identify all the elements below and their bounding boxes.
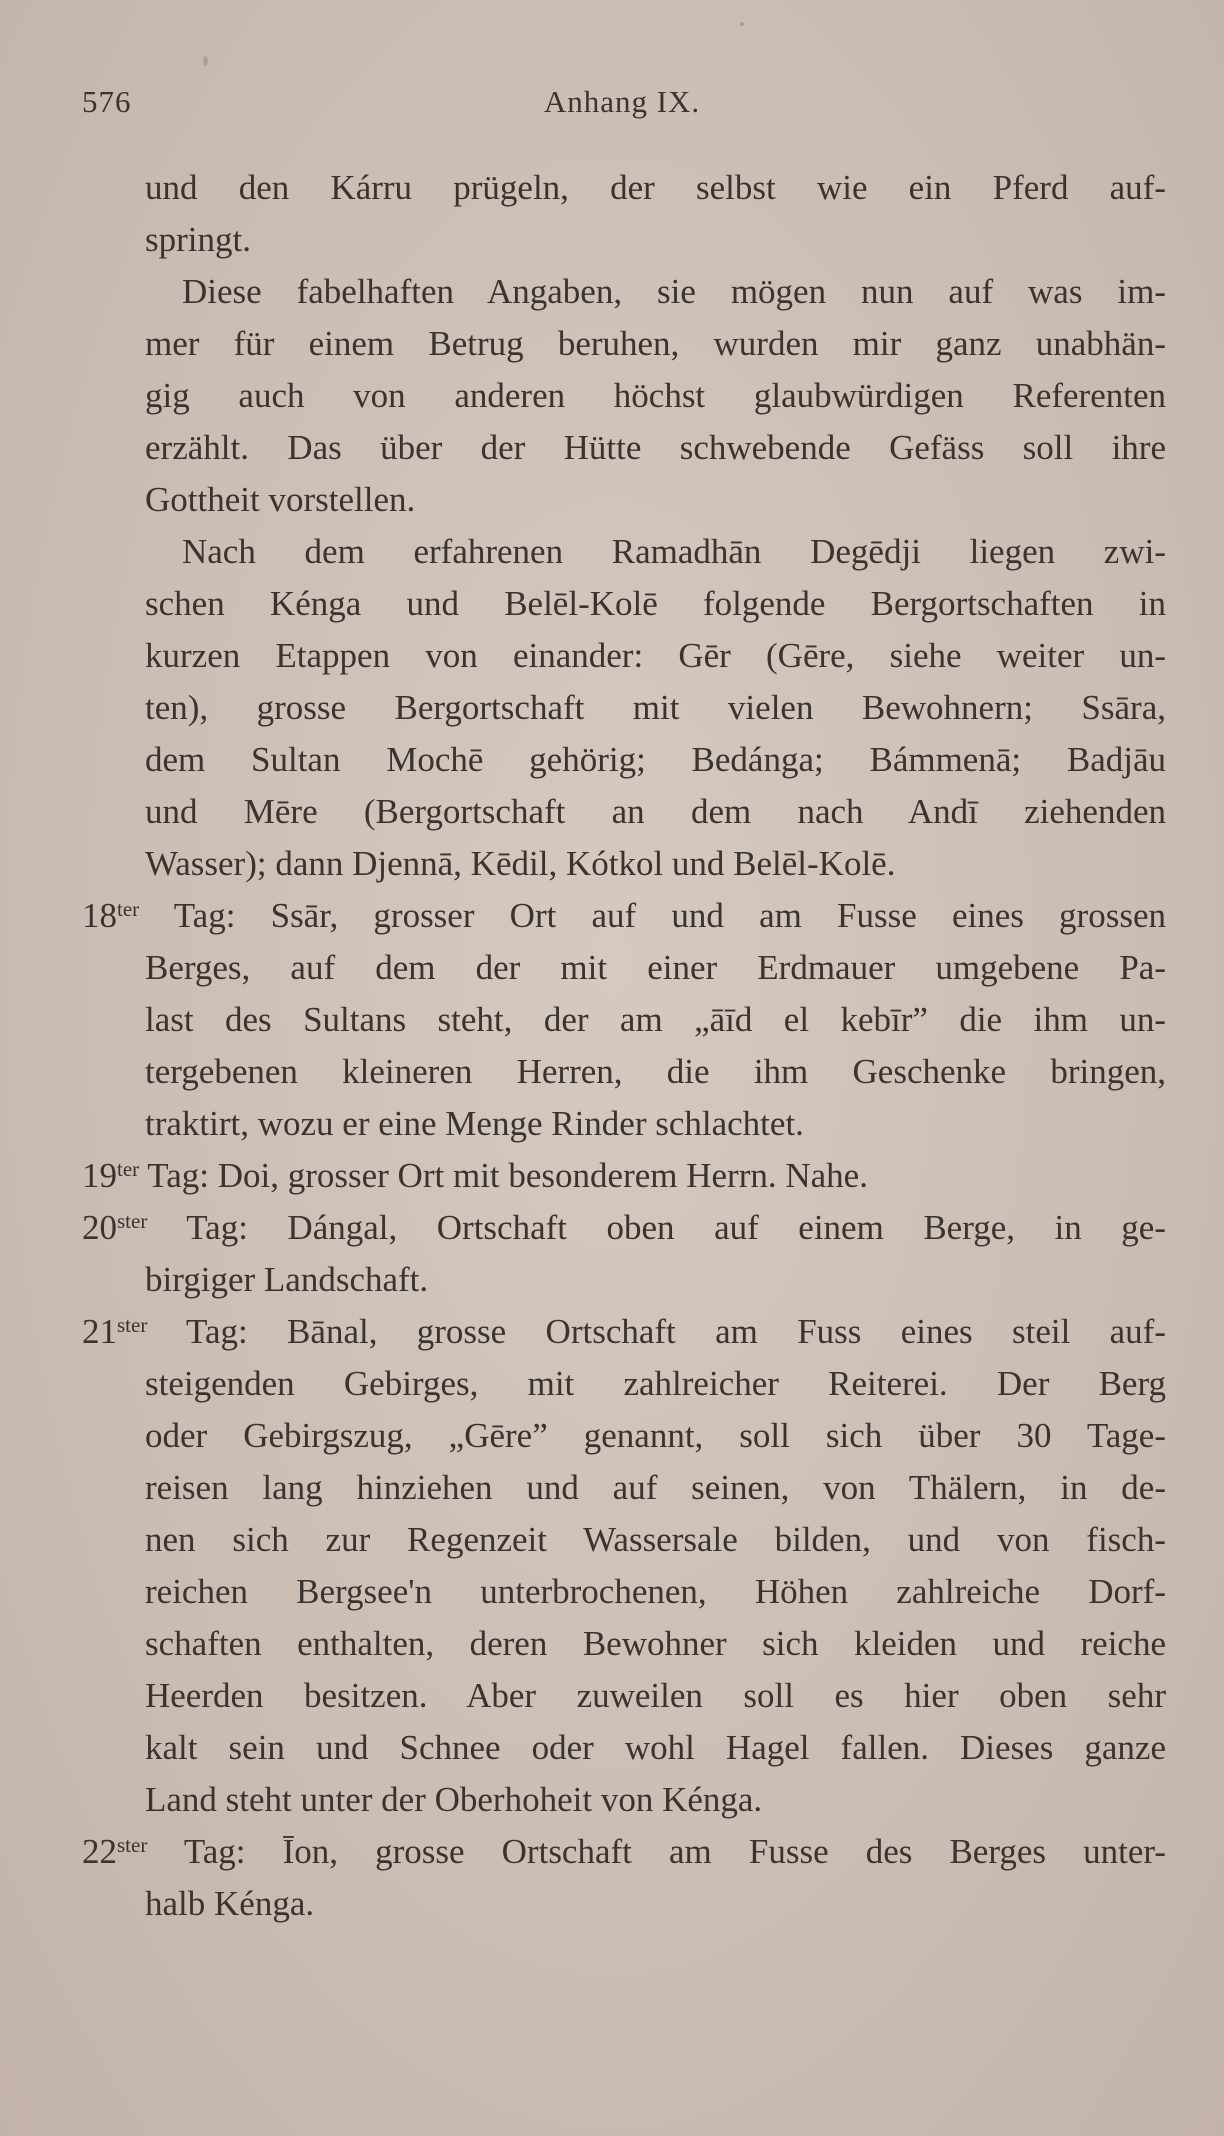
text-line: Berges, auf dem der mit einer Erdmauer umgebene Pa- (145, 948, 1166, 987)
text-line: nen sich zur Regenzeit Wassersale bilden, und von fisch- (145, 1520, 1166, 1559)
entry-text: Tag: Bānal, grosse Ortschaft am Fuss eines steil auf- (186, 1312, 1166, 1351)
text-line: Gottheit vorstellen. (145, 480, 416, 519)
day-number: 19 (82, 1156, 117, 1195)
text-line: gig auch von anderen höchst glaubwürdigen Referenten (145, 376, 1166, 415)
day-number: 18 (82, 896, 117, 935)
text-line: kalt sein und Schnee oder wohl Hagel fallen. Dieses ganze (145, 1728, 1166, 1767)
day-number: 20 (82, 1208, 117, 1247)
entry-text: Tag: Ssār, grosser Ort auf und am Fusse eines grossen (173, 896, 1166, 935)
text-line: springt. (145, 220, 251, 259)
text-line: steigenden Gebirges, mit zahlreicher Reiterei. Der Berg (145, 1364, 1166, 1403)
chapter-title: Anhang IX. (543, 84, 701, 119)
text-line: und den Kárru prügeln, der selbst wie ein Pferd auf- (145, 168, 1166, 207)
text-line: Nach dem erfahrenen Ramadhān Degēdji liegen zwi- (182, 532, 1166, 571)
text-line: und Mēre (Bergortschaft an dem nach Andī ziehenden (145, 792, 1166, 831)
entry-text: Tag: Īon, grosse Ortschaft am Fusse des Berges unter- (183, 1832, 1166, 1871)
text-line: Land steht unter der Oberhoheit von Kénga. (145, 1780, 763, 1819)
text-line: dem Sultan Mochē gehörig; Bedánga; Bámmenā; Badjāu (145, 740, 1166, 779)
text-line: mer für einem Betrug beruhen, wurden mir ganz unabhän- (145, 324, 1166, 363)
day-ordinal-suffix: ter (117, 897, 140, 921)
day-entry-line (82, 1150, 1166, 1202)
day-number: 21 (82, 1312, 117, 1351)
text-line: kurzen Etappen von einander: Gēr (Gēre, siehe weiter un- (145, 636, 1166, 675)
text-line: tergebenen kleineren Herren, die ihm Geschenke bringen, (145, 1052, 1166, 1091)
text-line: Heerden besitzen. Aber zuweilen soll es hier oben sehr (145, 1676, 1166, 1715)
day-ordinal-suffix: ster (117, 1313, 148, 1337)
running-head (82, 84, 1162, 132)
text-line: traktirt, wozu er eine Menge Rinder schlachtet. (145, 1104, 804, 1143)
day-entry-line (82, 890, 1166, 942)
day-entry-line (82, 1202, 1166, 1254)
ink-speck (740, 22, 744, 26)
text-line: erzählt. Das über der Hütte schwebende Gefäss soll ihre (145, 428, 1166, 467)
page-number: 576 (82, 84, 132, 119)
entry-text: Tag: Doi, grosser Ort mit besonderem Herrn. Nahe. (147, 1156, 868, 1195)
text-line: ten), grosse Bergortschaft mit vielen Bewohnern; Ssāra, (145, 688, 1166, 727)
text-line: birgiger Landschaft. (145, 1260, 429, 1299)
day-entry-line (82, 1306, 1166, 1358)
day-entry-line (82, 1826, 1166, 1878)
text-line: schen Kénga und Belēl-Kolē folgende Bergortschaften in (145, 584, 1166, 623)
entry-text: Tag: Dángal, Ortschaft oben auf einem Berge, in ge- (186, 1208, 1166, 1247)
text-line: schaften enthalten, deren Bewohner sich kleiden und reiche (145, 1624, 1166, 1663)
ink-speck (203, 56, 208, 66)
text-line: last des Sultans steht, der am „āīd el kebīr” die ihm un- (145, 1000, 1166, 1039)
day-ordinal-suffix: ster (117, 1209, 148, 1233)
day-ordinal-suffix: ster (117, 1833, 148, 1857)
body-text (82, 162, 1166, 1930)
text-line: Wasser); dann Djennā, Kēdil, Kótkol und Belēl-Kolē. (145, 844, 896, 883)
text-line: Diese fabelhaften Angaben, sie mögen nun auf was im- (182, 272, 1166, 311)
text-line: reisen lang hinziehen und auf seinen, von Thälern, in de- (145, 1468, 1166, 1507)
text-line: oder Gebirgszug, „Gēre” genannt, soll sich über 30 Tage- (145, 1416, 1166, 1455)
day-number: 22 (82, 1832, 117, 1871)
day-ordinal-suffix: ter (117, 1157, 140, 1181)
text-line: halb Kénga. (145, 1884, 315, 1923)
text-line: reichen Bergsee'n unterbrochenen, Höhen zahlreiche Dorf- (145, 1572, 1166, 1611)
